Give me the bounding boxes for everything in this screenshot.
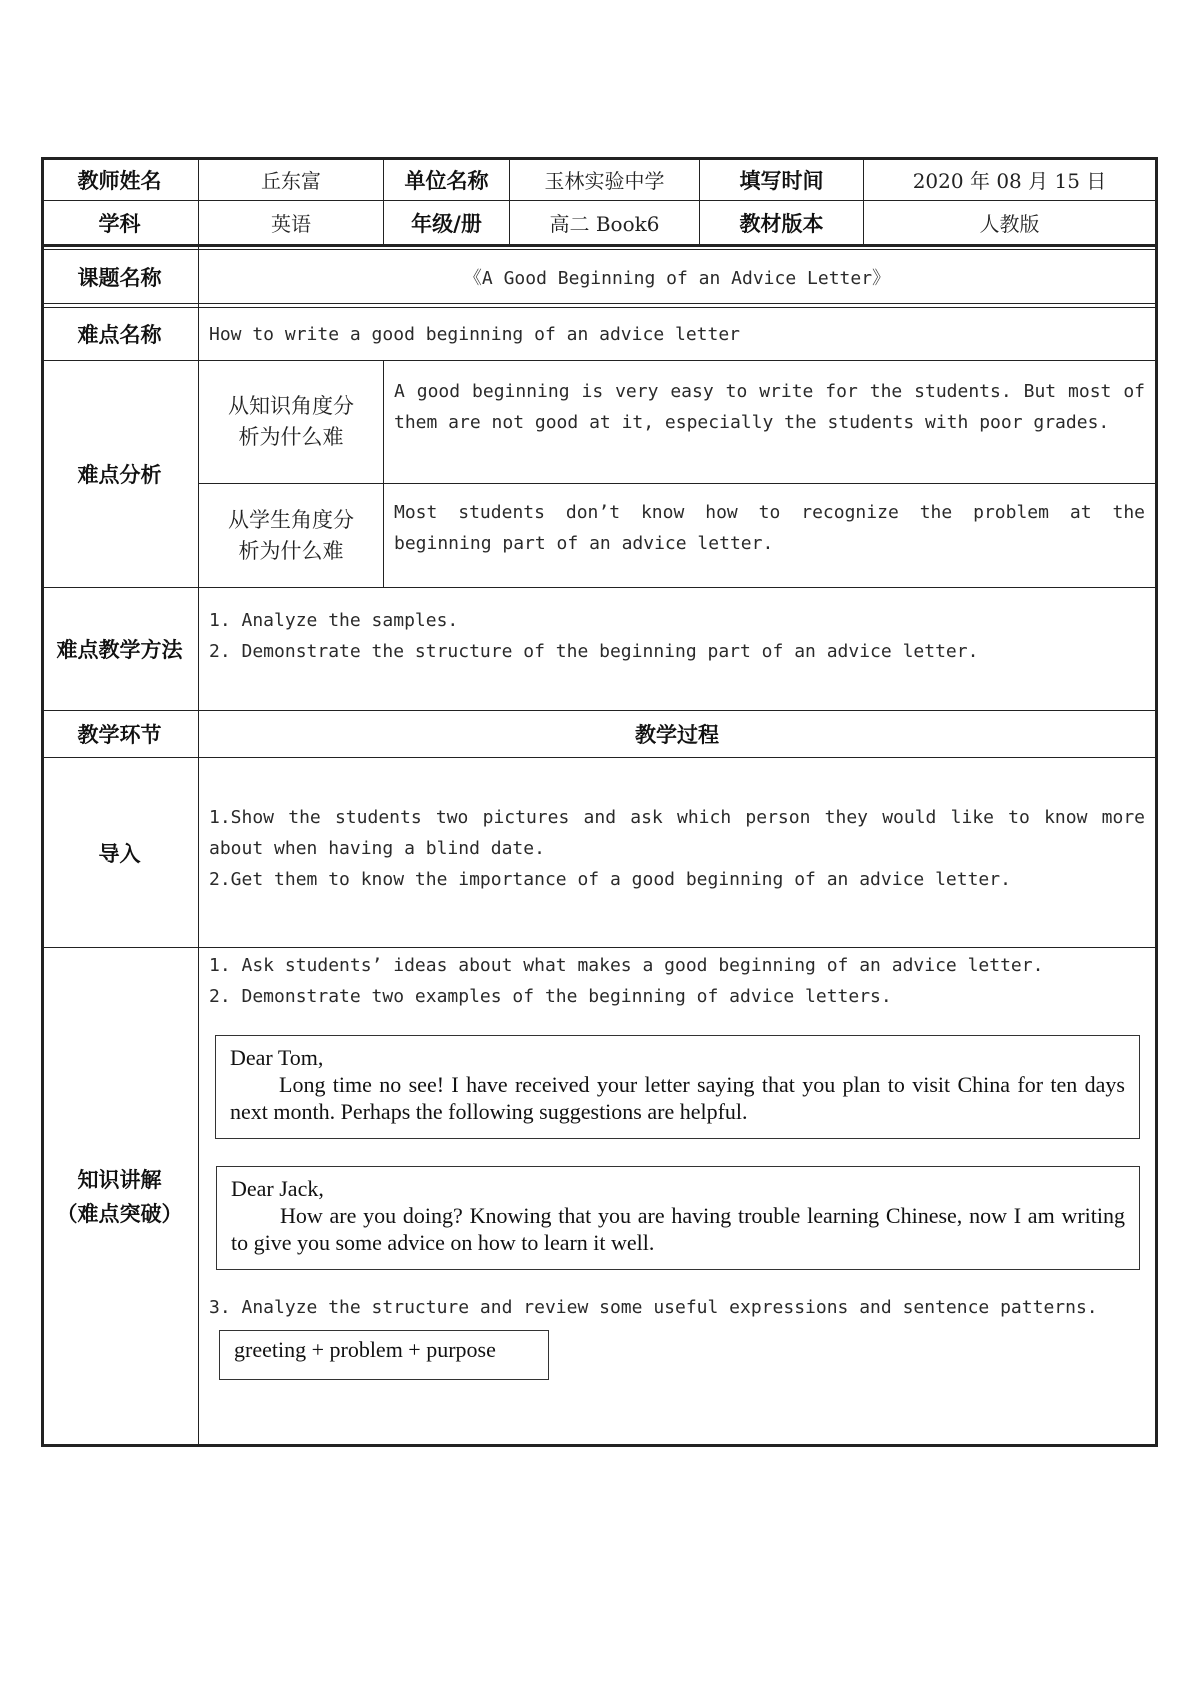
knowledge-angle-text bbox=[384, 376, 1155, 438]
letter-salutation: Dear Jack, bbox=[231, 1176, 324, 1201]
teaching-process-label: 教学过程 bbox=[635, 723, 719, 747]
list-item: 1. Ask students’ ideas about what makes a good beginning of an advice letter. bbox=[209, 955, 1044, 976]
unit-name-value: 玉林实验中学 bbox=[544, 169, 665, 193]
textbook-edition-label: 教材版本 bbox=[739, 211, 824, 236]
row-divider bbox=[41, 587, 1158, 588]
list-item: 1.Show the students two pictures and ask which person they would like to know more about when having a blind date. bbox=[209, 807, 1145, 859]
table-border-right bbox=[1155, 157, 1158, 1447]
teaching-method-list bbox=[199, 605, 1155, 667]
teaching-stage-label: 教学环节 bbox=[77, 723, 162, 747]
list-item: 2. Demonstrate two examples of the beginning of advice letters. bbox=[209, 986, 892, 1007]
textbook-edition-value: 人教版 bbox=[979, 212, 1040, 236]
knowledge-angle-paragraph: A good beginning is very easy to write for the students. But most of them are not good at it, especially the students with poor grades. bbox=[394, 381, 1145, 433]
teacher-name-value: 丘东富 bbox=[261, 169, 321, 193]
grade-label: 年级/册 bbox=[411, 211, 482, 236]
topic-value: 《A Good Beginning of an Advice Letter》 bbox=[463, 267, 891, 289]
student-angle-text bbox=[384, 497, 1155, 559]
student-angle-label: 从学生角度分析为什么难 bbox=[228, 507, 354, 563]
letter-body: How are you doing? Knowing that you are having trouble learning Chinese, now I am writing to give you some advice on how to learn it well. bbox=[231, 1203, 1125, 1255]
intro-list bbox=[199, 802, 1155, 895]
topic-label: 课题名称 bbox=[77, 265, 162, 290]
row-divider bbox=[41, 244, 1158, 247]
knowledge-steps-top bbox=[199, 950, 1155, 1012]
knowledge-angle-label: 从知识角度分析为什么难 bbox=[228, 394, 354, 449]
row-divider bbox=[41, 947, 1158, 948]
list-item: 3. Analyze the structure and review some useful expressions and sentence patterns. bbox=[209, 1297, 1098, 1318]
row-divider bbox=[41, 303, 1158, 304]
intro-label: 导入 bbox=[98, 841, 141, 866]
fill-date-value: 2020 年 08 月 15 日 bbox=[912, 169, 1107, 193]
student-angle-paragraph: Most students don’t know how to recognize the problem at the beginning part of an advice letter. bbox=[394, 502, 1145, 554]
subject-value: 英语 bbox=[271, 212, 311, 236]
analysis-label: 难点分析 bbox=[77, 463, 162, 487]
list-item: 2. Demonstrate the structure of the beginning part of an advice letter. bbox=[209, 641, 979, 662]
fill-date-label: 填写时间 bbox=[739, 168, 824, 193]
subject-label: 学科 bbox=[98, 211, 141, 236]
letter-salutation: Dear Tom, bbox=[230, 1045, 324, 1070]
list-item: 1. Analyze the samples. bbox=[209, 610, 459, 631]
difficulty-label: 难点名称 bbox=[77, 323, 162, 347]
table-border-bottom bbox=[41, 1444, 1158, 1447]
knowledge-label-line2: （难点突破） bbox=[56, 1202, 183, 1226]
letter-body: Long time no see! I have received your letter saying that you plan to visit China for ten days next month. Perhaps the following suggestions are helpful. bbox=[230, 1072, 1125, 1124]
unit-name-label: 单位名称 bbox=[404, 168, 489, 193]
difficulty-value: How to write a good beginning of an advice letter bbox=[209, 323, 741, 345]
lesson-plan-table bbox=[41, 157, 1158, 1447]
knowledge-step-3 bbox=[199, 1292, 1155, 1323]
list-item: 2.Get them to know the importance of a good beginning of an advice letter. bbox=[209, 869, 1011, 890]
teaching-method-label: 难点教学方法 bbox=[56, 638, 183, 662]
grade-value: 高二 Book6 bbox=[549, 212, 660, 236]
row-divider bbox=[41, 757, 1158, 758]
knowledge-explanation-label bbox=[41, 948, 198, 1444]
structure-formula-box: greeting + problem + purpose bbox=[219, 1330, 549, 1380]
letter-example-1 bbox=[215, 1035, 1140, 1139]
knowledge-label-line1: 知识讲解 bbox=[77, 1168, 162, 1192]
teacher-name-label: 教师姓名 bbox=[77, 168, 162, 193]
letter-example-2 bbox=[216, 1166, 1140, 1270]
